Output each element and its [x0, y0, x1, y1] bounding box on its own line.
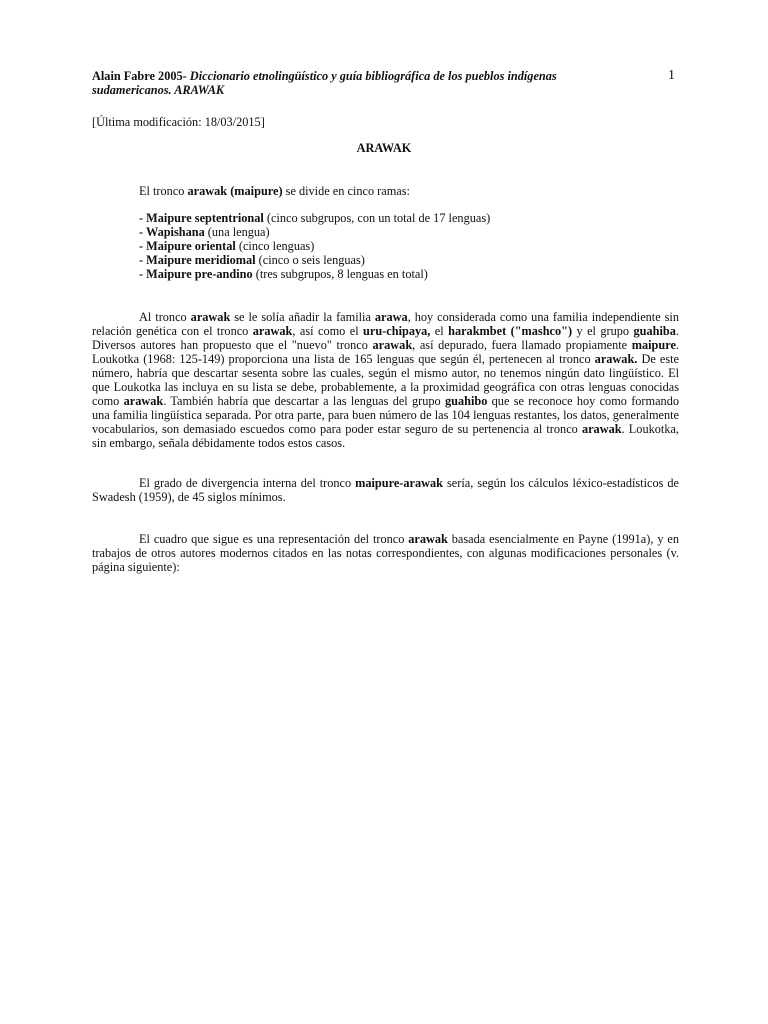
document-header [92, 69, 632, 97]
bold-term: arawa [374, 310, 408, 324]
branch-name: - Maipure oriental [139, 239, 236, 253]
bold-term: guahiba [633, 324, 676, 338]
paragraph-divergence [92, 476, 679, 504]
text-run: y el grupo [572, 324, 634, 338]
text-run: De este número, habría que descartar sesenta sobre las cuales, según el mismo autor, no tenemos ningún dato lingüístico. El que Loukotka las incluya en su lista se debe, probablemente, a la proximidad geográfica con otras lenguas conocidas como [92, 352, 679, 408]
bold-term: arawak [408, 532, 448, 546]
text-run: , hoy considerada como una familia independiente sin relación genética con el tronco [92, 310, 679, 338]
intro-post: se divide en cinco ramas: [282, 184, 410, 198]
branch-desc: (cinco subgrupos, con un total de 17 lenguas) [263, 211, 491, 225]
text-run: el [430, 324, 449, 338]
list-item [139, 211, 490, 225]
bold-term: arawak [252, 324, 293, 338]
bold-term: maipure-arawak [355, 476, 444, 490]
bold-term: arawak [372, 338, 413, 352]
intro-sentence [139, 184, 410, 198]
text-run: que se reconoce hoy como formando una familia lingüística separada. Por otra parte, para buen número de las 104 lenguas restantes, los datos, generalmente vocabularios, son demasiado escuedos como para poder estar seguro de su pertenencia al tronco [92, 394, 679, 436]
bold-term: maipure [631, 338, 676, 352]
section-title: ARAWAK [356, 141, 412, 155]
bold-term: arawak [123, 394, 164, 408]
text-run: El grado de divergencia interna del tronco [139, 476, 356, 490]
branch-name: - Maipure meridiomal [139, 253, 256, 267]
branch-name: - Maipure pre-andino [139, 267, 253, 281]
page-number: 1 [668, 68, 675, 83]
branch-name: - Wapishana [139, 225, 205, 239]
text-run: , así depurado, fuera llamado propiamente [412, 338, 632, 352]
text-run: sería, según los cálculos léxico-estadísticos de Swadesh (1959), de 45 siglos mínimos. [92, 476, 679, 504]
list-item [139, 239, 490, 253]
header-title-line1: Diccionario etnolingüístico y guía bibliográfica de los pueblos indígenas [186, 69, 557, 83]
branch-desc: (cinco lenguas) [235, 239, 315, 253]
header-title-line2: sudamericanos. ARAWAK [92, 83, 225, 97]
paragraph-arawak-history [92, 310, 679, 450]
text-run: , así como el [292, 324, 364, 338]
text-run: . Diversos autores han propuesto que el "nuevo" tronco [92, 324, 679, 352]
branch-list [139, 211, 490, 281]
list-item [139, 267, 490, 281]
bold-term: uru-chipaya, [363, 324, 431, 338]
branch-desc: (tres subgrupos, 8 lenguas en total) [252, 267, 428, 281]
text-run: . Loukotka (1968: 125-149) proporciona una lista de 165 lenguas que según él, pertenecen al tronco [92, 338, 679, 366]
bold-term: arawak [190, 310, 231, 324]
intro-pre: El tronco [139, 184, 188, 198]
list-item [139, 225, 490, 239]
bold-term: harakmbet ("mashco") [448, 324, 573, 338]
branch-desc: (cinco o seis lenguas) [255, 253, 365, 267]
text-run: . Loukotka, sin embargo, señala débidamente todos estos casos. [92, 422, 679, 450]
intro-bold: arawak (maipure) [187, 184, 283, 198]
text-run: El cuadro que sigue es una representación del tronco [139, 532, 409, 546]
bold-term: arawak. [594, 352, 638, 366]
last-modified-note: [Última modificación: 18/03/2015] [92, 115, 265, 129]
branch-name: - Maipure septentrional [139, 211, 264, 225]
paragraph-table-intro [92, 532, 679, 574]
text-run: Al tronco [139, 310, 191, 324]
bold-term: arawak [581, 422, 622, 436]
header-author: Alain Fabre 2005- [92, 69, 187, 83]
text-run: se le solía añadir la familia [230, 310, 375, 324]
text-run: basada esencialmente en Payne (1991a), y en trabajos de otros autores modernos citados en las notas correspondientes, con algunas modificaciones personales (v. página siguiente): [92, 532, 679, 574]
branch-desc: (una lengua) [204, 225, 270, 239]
text-run: . También habría que descartar a las lenguas del grupo [163, 394, 445, 408]
bold-term: guahibo [444, 394, 488, 408]
list-item [139, 253, 490, 267]
